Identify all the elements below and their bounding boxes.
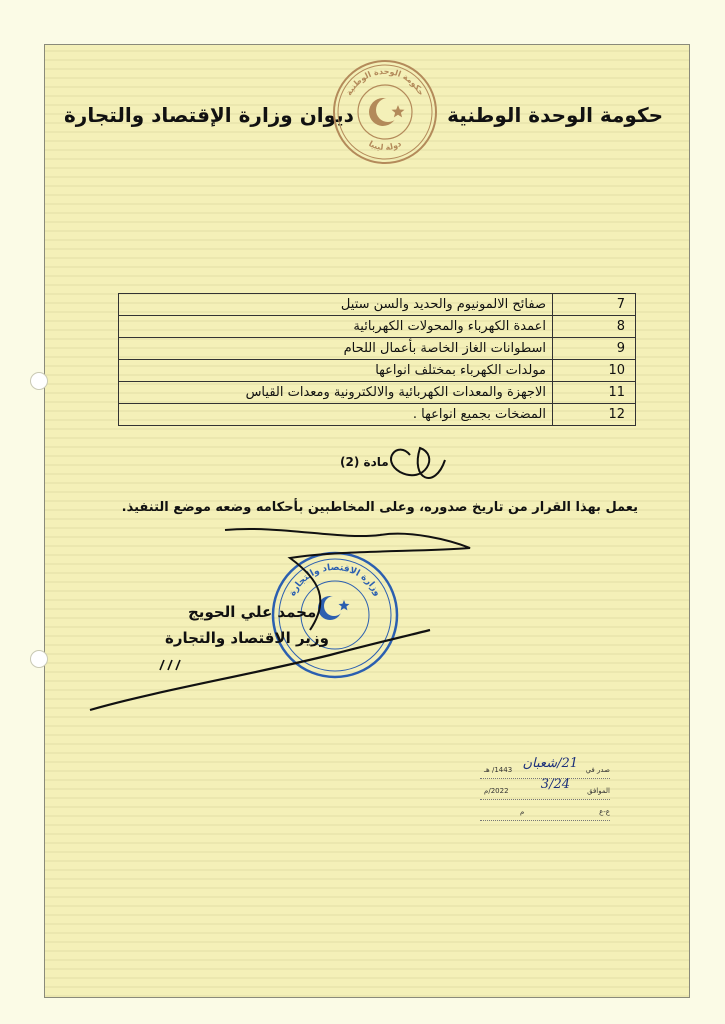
item-text: مولدات الكهرباء بمختلف انواعها (119, 360, 553, 382)
table-row (119, 316, 636, 338)
table-row (119, 294, 636, 316)
punch-hole (30, 372, 48, 390)
table-row (119, 338, 636, 360)
ministry-name: ديوان وزارة الإقتصاد والتجارة (64, 103, 354, 127)
hijri-date-value: 21/شعبان (522, 756, 578, 771)
state-emblem (331, 58, 439, 166)
minister-title: وزير الاقتصاد والتجارة (165, 629, 329, 647)
document-frame (44, 44, 690, 998)
emblem-text-bottom: دولة ليبيا (367, 139, 403, 153)
item-number: 12 (553, 404, 636, 426)
item-number: 9 (553, 338, 636, 360)
reference-block (480, 756, 610, 825)
svg-text:وزارة الاقتصاد والتجارة (288, 563, 383, 598)
table-row (119, 360, 636, 382)
item-number: 8 (553, 316, 636, 338)
gregorian-date-label: الموافق (587, 787, 610, 795)
svg-text:حكومة الوحدة الوطنية (344, 67, 426, 97)
item-text: اسطوانات الغاز الخاصة بأعمال اللحام (119, 338, 553, 360)
emblem-text-top: حكومة الوحدة الوطنية (344, 66, 426, 98)
article-heading: مادة (2) (340, 455, 389, 469)
minister-name: محمد علي الحويج (188, 603, 317, 621)
item-text: المضخات بجميع انواعها . (119, 404, 553, 426)
item-text: صفائح الالمونيوم والحديد والسن ستيل (119, 294, 553, 316)
gregorian-year: 2022/م (484, 787, 509, 795)
svg-text:دولة ليبيا (367, 139, 403, 152)
item-number: 11 (553, 382, 636, 404)
hijri-date-label: صدر في (585, 766, 610, 774)
punch-hole (30, 650, 48, 668)
government-name: حكومة الوحدة الوطنية (447, 103, 663, 127)
stamp-text: وزارة الاقتصاد والتجارة (287, 562, 383, 598)
gregorian-date-value: 3/24 (540, 777, 570, 792)
items-table (118, 293, 636, 426)
item-number: 10 (553, 360, 636, 382)
reference-code-suffix: م (520, 808, 525, 816)
item-text: اعمدة الكهرباء والمحولات الكهربائية (119, 316, 553, 338)
item-number: 7 (553, 294, 636, 316)
reference-code-line (480, 804, 610, 821)
table-row (119, 382, 636, 404)
gregorian-date-line (480, 777, 610, 800)
hijri-year: 1443/ هـ (484, 766, 513, 774)
reference-code-label: ع-ع (599, 808, 610, 816)
decree-text: يعمل بهذا القرار من تاريخ صدوره، وعلى المخاطبين بأحكامه وضعه موضع التنفيذ. (121, 500, 638, 515)
table-row (119, 404, 636, 426)
item-text: الاجهزة والمعدات الكهربائية والالكترونية ومعدات القياس (119, 382, 553, 404)
